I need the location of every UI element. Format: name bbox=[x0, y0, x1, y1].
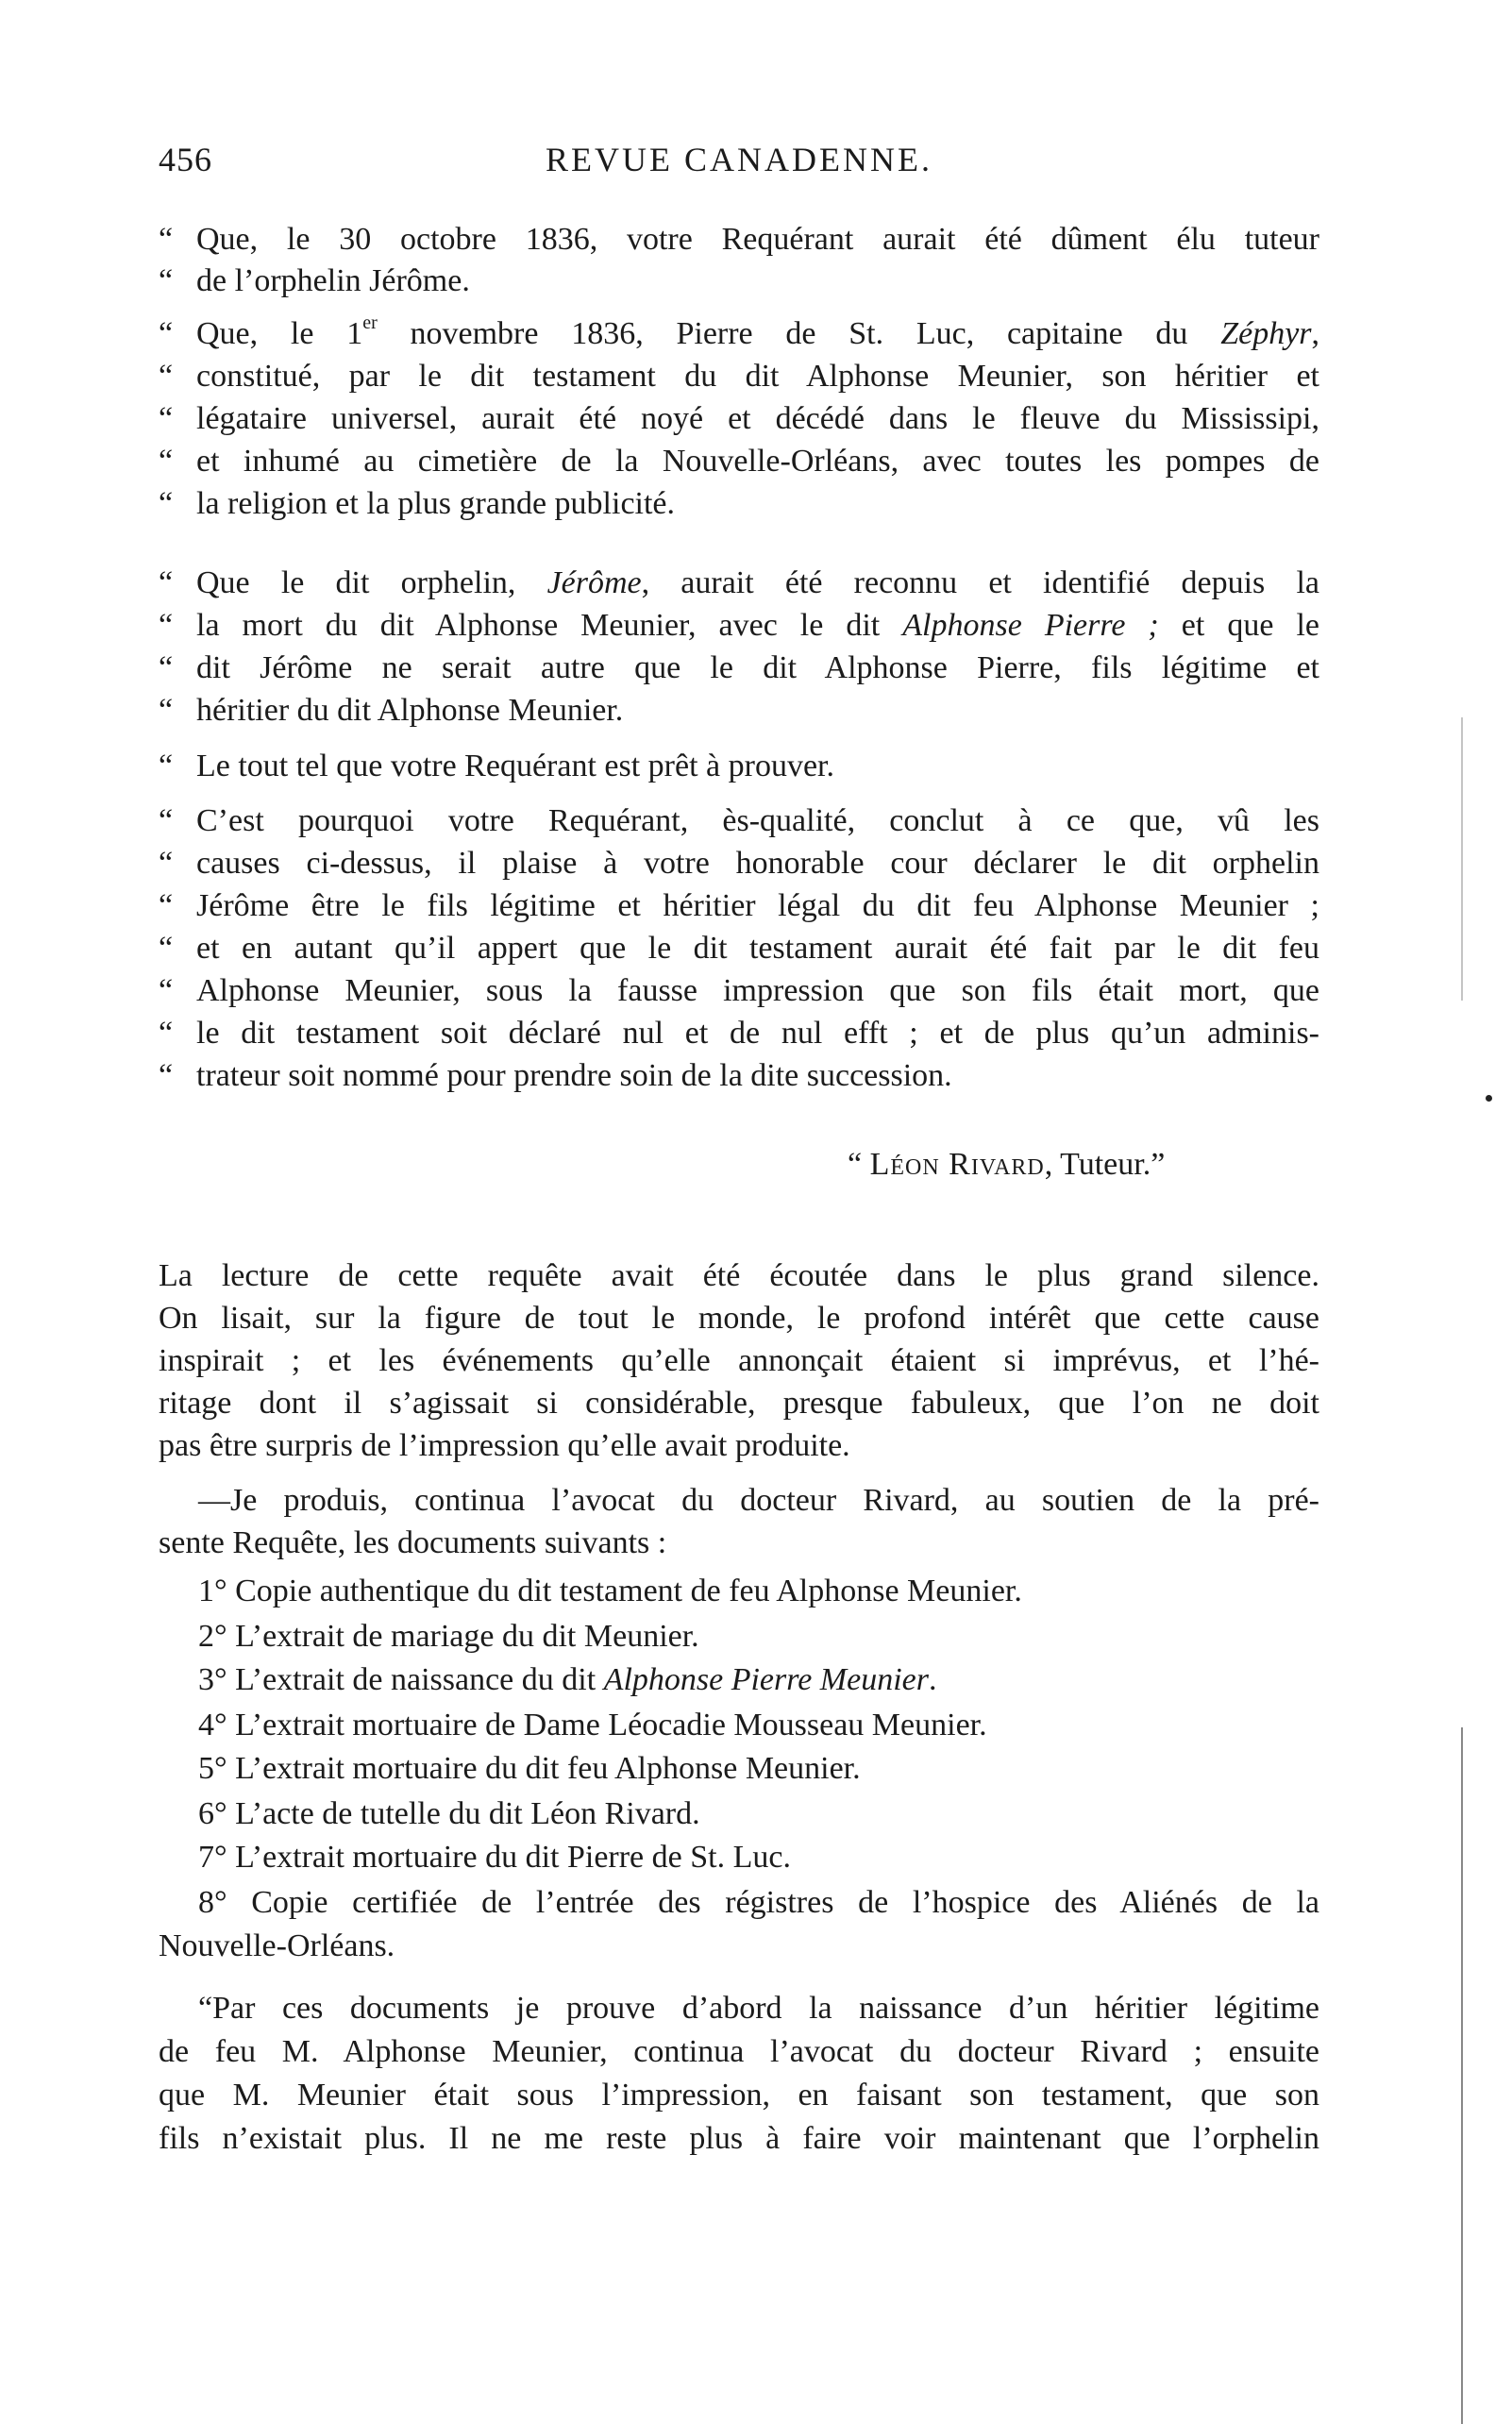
text-line: sente Requête, les documents suivants : bbox=[159, 1525, 667, 1560]
page-header bbox=[159, 140, 1319, 193]
text-line: “ Le tout tel que votre Requérant est prêt à prouver. bbox=[159, 749, 834, 783]
text-line: fils n’existait plus. Il ne me reste plus à faire voir maintenant que l’orphelin bbox=[159, 2121, 1319, 2156]
page-number: 456 bbox=[159, 141, 212, 178]
text-line: de feu M. Alphonse Meunier, continua l’avocat du docteur Rivard ; ensuite bbox=[159, 2034, 1319, 2069]
scan-edge-line bbox=[1461, 717, 1463, 1001]
list-item: 7° L’extrait mortuaire du dit Pierre de St. Luc. bbox=[198, 1840, 791, 1875]
list-item: 1° Copie authentique du dit testament de feu Alphonse Meunier. bbox=[198, 1574, 1022, 1608]
text-line: “ la religion et la plus grande publicité. bbox=[159, 486, 676, 521]
text-line: ritage dont il s’agissait si considérable, presque fabuleux, que l’on ne doit bbox=[159, 1386, 1319, 1421]
text-line: que M. Meunier était sous l’impression, en faisant son testament, que son bbox=[159, 2078, 1319, 2113]
text-line: “ causes ci-dessus, il plaise à votre honorable cour déclarer le dit orphelin bbox=[159, 846, 1319, 881]
text-line: “ légataire universel, aurait été noyé et décédé dans le fleuve du Mississipi, bbox=[159, 401, 1319, 436]
text-line: “ et inhumé au cimetière de la Nouvelle-Orléans, avec toutes les pompes de bbox=[159, 444, 1319, 479]
text-line: “ Jérôme être le fils légitime et héritier légal du dit feu Alphonse Meunier ; bbox=[159, 888, 1319, 923]
text-line: On lisait, sur la figure de tout le monde, le profond intérêt que cette cause bbox=[159, 1301, 1319, 1336]
text-line: “ Alphonse Meunier, sous la fausse impression que son fils était mort, que bbox=[159, 973, 1319, 1008]
text-line: “ C’est pourquoi votre Requérant, ès-qualité, conclut à ce que, vû les bbox=[159, 803, 1319, 838]
list-item: 8° Copie certifiée de l’entrée des régistres de l’hospice des Aliénés de la bbox=[198, 1885, 1319, 1920]
text-line: “ Que le dit orphelin, Jérôme, aurait été reconnu et identifié depuis la bbox=[159, 565, 1319, 600]
list-item: Nouvelle-Orléans. bbox=[159, 1928, 395, 1963]
scan-speck bbox=[1486, 1095, 1492, 1102]
text-line: “ Que, le 1er novembre 1836, Pierre de St. Luc, capitaine du Zéphyr, bbox=[159, 312, 1320, 351]
list-item: 4° L’extrait mortuaire de Dame Léocadie Mousseau Meunier. bbox=[198, 1708, 987, 1742]
list-item: 5° L’extrait mortuaire du dit feu Alphonse Meunier. bbox=[198, 1751, 861, 1786]
text-line: inspirait ; et les événements qu’elle annonçait étaient si imprévus, et l’hé- bbox=[159, 1343, 1319, 1378]
text-line: “ héritier du dit Alphonse Meunier. bbox=[159, 693, 624, 728]
text-line: “ constitué, par le dit testament du dit Alphonse Meunier, son héritier et bbox=[159, 359, 1319, 394]
text-line: “ la mort du dit Alphonse Meunier, avec le dit Alphonse Pierre ; et que le bbox=[159, 608, 1319, 643]
text-line: “ et en autant qu’il appert que le dit testament aurait été fait par le dit feu bbox=[159, 931, 1319, 966]
text-line: “ de l’orphelin Jérôme. bbox=[159, 263, 470, 298]
text-line: pas être surpris de l’impression qu’elle avait produite. bbox=[159, 1428, 850, 1463]
scan-edge-line bbox=[1461, 1727, 1463, 2424]
running-title: REVUE CANADENNE. bbox=[546, 141, 932, 178]
text-line: “ trateur soit nommé pour prendre soin de la dite succession. bbox=[159, 1058, 952, 1093]
text-line: La lecture de cette requête avait été écoutée dans le plus grand silence. bbox=[159, 1258, 1319, 1293]
text-line: “Par ces documents je prouve d’abord la naissance d’un héritier légitime bbox=[198, 1991, 1319, 2026]
signature-line: “ Léon Rivard, Tuteur.” bbox=[848, 1147, 1166, 1182]
text-line: “ dit Jérôme ne serait autre que le dit Alphonse Pierre, fils légitime et bbox=[159, 650, 1319, 685]
text-line: “ le dit testament soit déclaré nul et de nul efft ; et de plus qu’un adminis- bbox=[159, 1016, 1319, 1051]
text-line: —Je produis, continua l’avocat du docteur Rivard, au soutien de la pré- bbox=[198, 1483, 1319, 1518]
text-line: “ Que, le 30 octobre 1836, votre Requérant aurait été dûment élu tuteur bbox=[159, 222, 1319, 257]
list-item: 6° L’acte de tutelle du dit Léon Rivard. bbox=[198, 1796, 700, 1831]
list-item: 3° L’extrait de naissance du dit Alphonse Pierre Meunier. bbox=[198, 1662, 937, 1697]
list-item: 2° L’extrait de mariage du dit Meunier. bbox=[198, 1619, 699, 1654]
